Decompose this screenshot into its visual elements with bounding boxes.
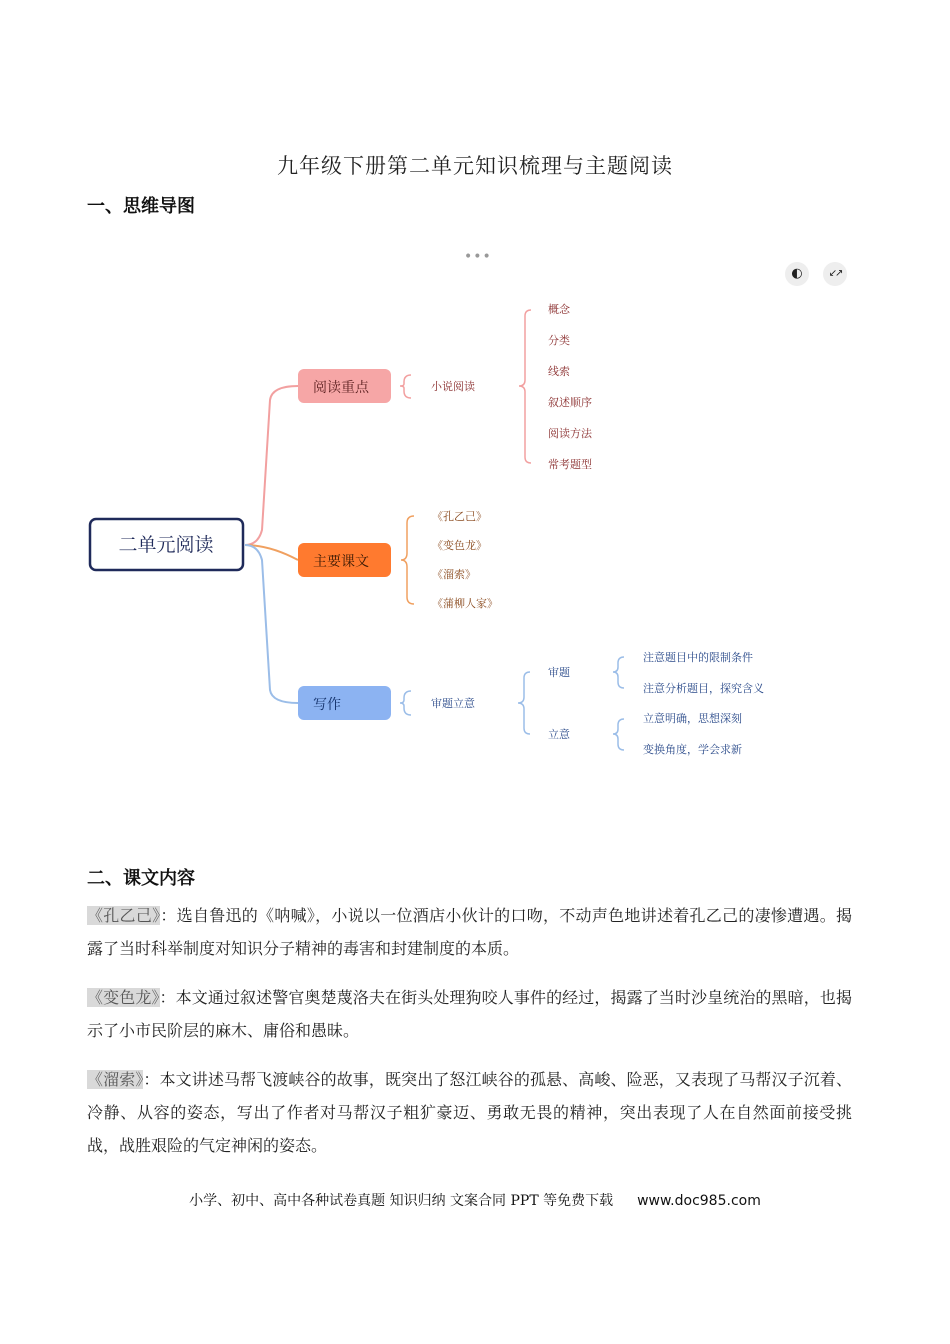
branch-reading: 阅读重点: [313, 380, 369, 396]
texts-item-1: 《变色龙》: [432, 539, 487, 552]
shenti-item-1: 注意分析题目，探究含义: [643, 682, 764, 695]
texts-item-0: 《孔乙己》: [432, 510, 487, 523]
text-summary-liusuo: 本文讲述马帮飞渡峡谷的故事，既突出了怒江峡谷的孤悬、高峻、险恶，又表现了马帮汉子沉着、冷静、从容的姿态，写出了作者对马帮汉子粗犷豪迈、勇敢无畏的精神，突出表现了人在自然面前接受挑战，战胜艰险的气定神闲的姿态。: [87, 1070, 852, 1155]
content-paragraph-kongyiji: [87, 899, 852, 965]
branch-writing-box: [298, 686, 391, 720]
theme-toggle-icon[interactable]: ◐: [785, 262, 809, 286]
shenti-item-0: 注意题目中的限制条件: [643, 651, 753, 664]
writing-sub: 审题立意: [431, 697, 475, 710]
writing-shenti: 审题: [548, 666, 570, 679]
separator: ：: [160, 906, 177, 925]
mind-map: [0, 240, 950, 800]
section-heading-content: 二、课文内容: [87, 868, 195, 889]
content-paragraph-bianselong: [87, 981, 852, 1047]
reading-item-4: 阅读方法: [548, 427, 592, 440]
text-title-bianselong: 《变色龙》: [87, 988, 160, 1007]
section-heading-mindmap: 一、思维导图: [87, 196, 195, 217]
collapse-icon[interactable]: ↙↗: [823, 262, 847, 286]
reading-item-2: 线索: [548, 365, 570, 378]
branch-writing: 写作: [313, 697, 341, 713]
text-summary-kongyiji: 选自鲁迅的《呐喊》，小说以一位酒店小伙计的口吻，不动声色地讲述着孔乙己的凄惨遭遇。揭露了当时科举制度对知识分子精神的毒害和封建制度的本质。: [87, 906, 852, 958]
text-summary-bianselong: 本文通过叙述警官奥楚蔑洛夫在街头处理狗咬人事件的经过，揭露了当时沙皇统治的黑暗，也揭示了小市民阶层的麻木、庸俗和愚昧。: [87, 988, 852, 1040]
content-paragraph-liusuo: [87, 1063, 852, 1162]
reading-item-3: 叙述顺序: [548, 396, 592, 409]
connector-writing: [245, 545, 298, 703]
liyi-item-0: 立意明确，思想深刻: [643, 712, 742, 725]
more-options-icon[interactable]: •••: [464, 249, 492, 265]
reading-item-1: 分类: [548, 334, 570, 347]
footer: [0, 1190, 950, 1210]
separator: ：: [143, 1070, 160, 1089]
separator: ：: [159, 988, 176, 1007]
writing-liyi: 立意: [548, 728, 570, 741]
document-title: 九年级下册第二单元知识梳理与主题阅读: [277, 154, 673, 178]
reading-item-0: 概念: [548, 303, 570, 316]
branch-texts: 主要课文: [313, 554, 369, 570]
texts-item-3: 《蒲柳人家》: [432, 597, 498, 610]
text-title-kongyiji: 《孔乙己》: [87, 906, 161, 925]
connector-reading: [245, 386, 298, 545]
root-node: 二单元阅读: [118, 534, 214, 556]
texts-item-2: 《溜索》: [432, 568, 476, 581]
footer-text: 小学、初中、高中各种试卷真题 知识归纳 文案合同 PPT 等免费下载: [189, 1193, 614, 1209]
reading-item-5: 常考题型: [548, 458, 592, 471]
text-title-liusuo: 《溜索》: [87, 1070, 144, 1089]
liyi-item-1: 变换角度，学会求新: [643, 743, 742, 756]
footer-url[interactable]: www.doc985.com: [637, 1193, 761, 1209]
reading-sub: 小说阅读: [431, 380, 475, 393]
